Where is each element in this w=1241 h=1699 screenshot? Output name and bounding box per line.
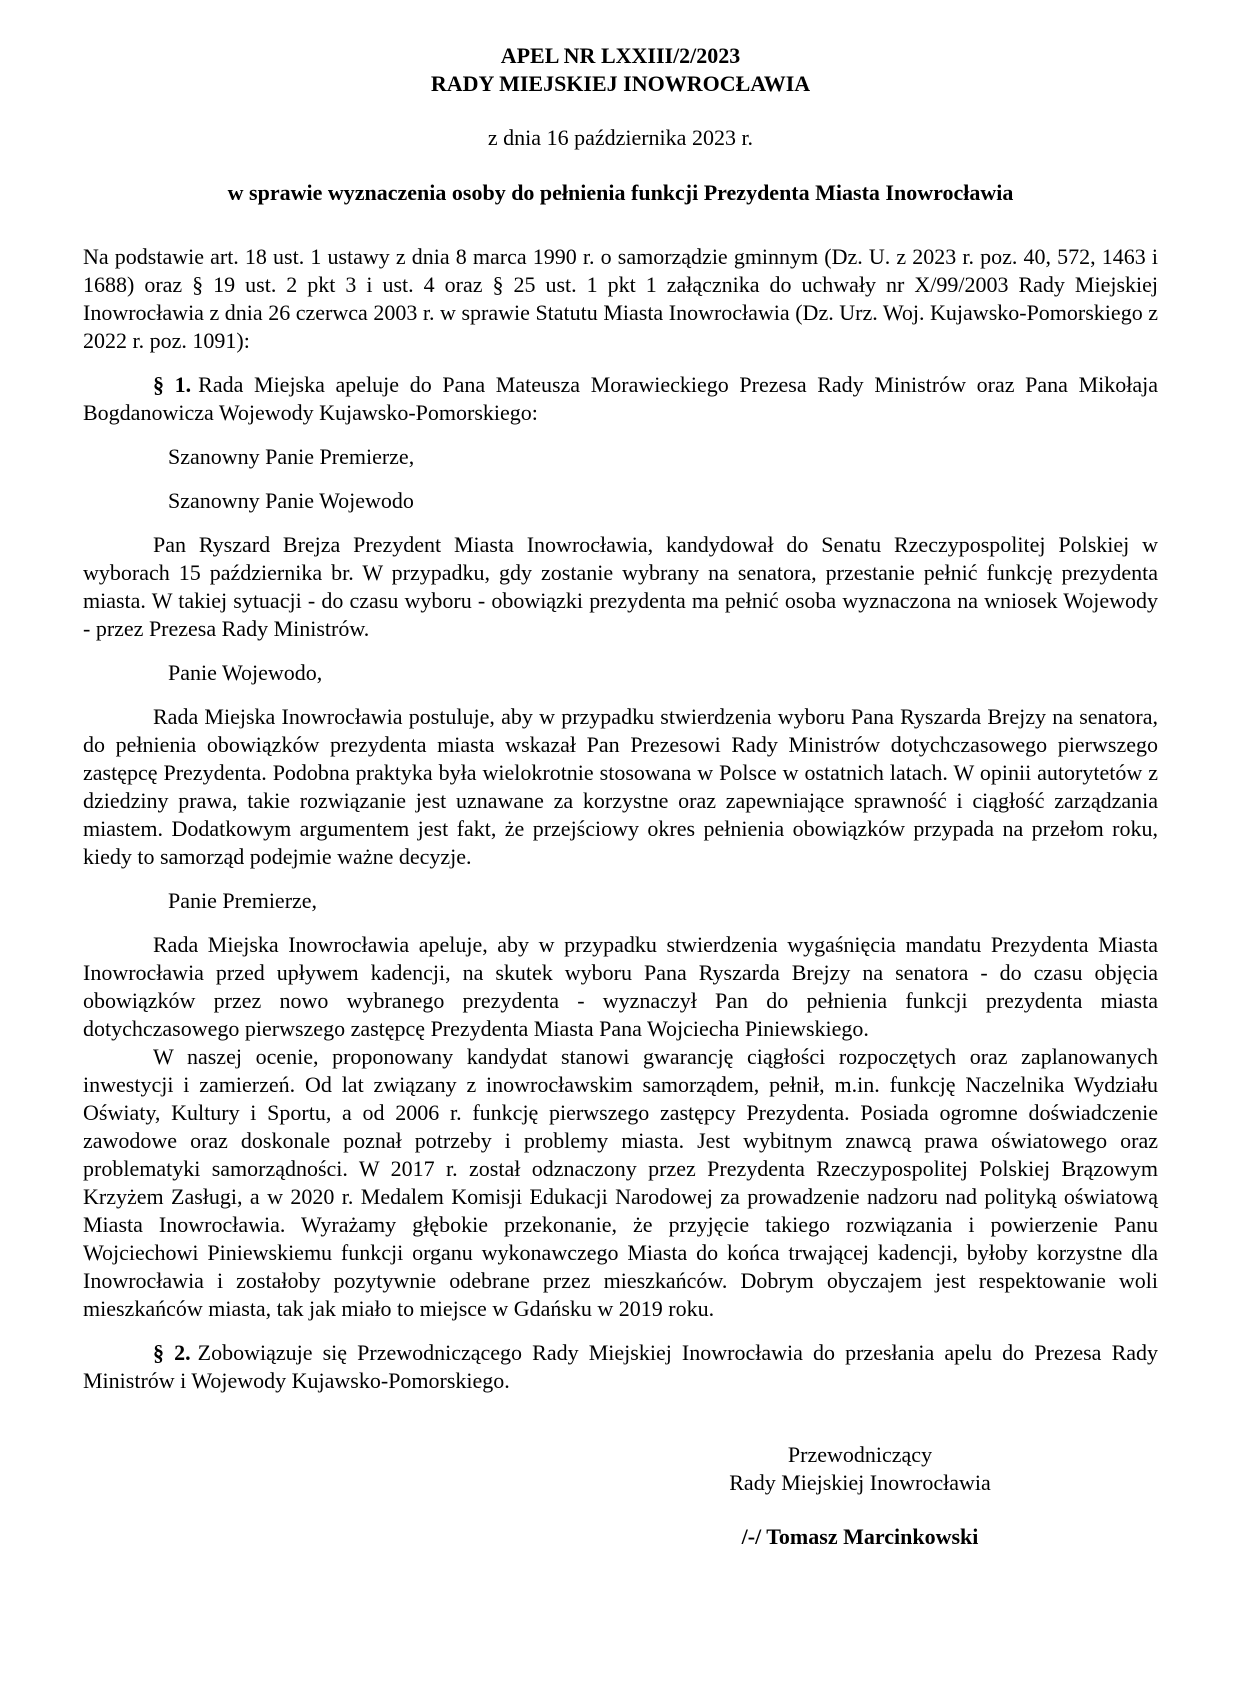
signature-block — [560, 1441, 1160, 1551]
paragraph-postulat: Rada Miejska Inowrocławia postuluje, aby w przypadku stwierdzenia wyboru Pana Ryszarda Brejzy na senatora, do pełnienia obowiązków prezydenta miasta wskazał Pan Prezesowi Rady Ministrów dotychczasowego pierwszego zastępcę Prezydenta. Podobna praktyka była wielokrotnie stosowana w Polsce w ostatnich latach. W opinii autorytetów z dziedziny prawa, takie rozwiązanie jest uznawane za korzystne oraz zapewniające sprawność i ciągłość zarządzania miastem. Dodatkowym argumentem jest fakt, że przejściowy okres pełnienia obowiązków przypada na przełom roku, kiedy to samorząd podejmie ważne decyzje. — [83, 704, 1158, 869]
paragraph-kandydat: W naszej ocenie, proponowany kandydat stanowi gwarancję ciągłości rozpoczętych oraz zaplanowanych inwestycji i zamierzeń. Od lat związany z inowrocławskim samorządem, pełnił, m.in. funkcję Naczelnika Wydziału Oświaty, Kultury i Sportu, a od 2006 r. funkcję pierwszego zastępcy Prezydenta. Posiada ogromne doświadczenie zawodowe oraz doskonale poznał potrzeby i problemy miasta. Jest wybitnym znawcą prawa oświatowego oraz problematyki samorządności. W 2017 r. został odznaczony przez Prezydenta Rzeczypospolitej Polskiej Brązowym Krzyżem Zasługi, a w 2020 r. Medalem Komisji Edukacji Narodowej za prowadzenie nadzoru nad polityką oświatową Miasta Inowrocławia. Wyrażamy głębokie przekonanie, że przyjęcie takiego rozwiązania i powierzenie Panu Wojciechowi Piniewskiemu funkcji organu wykonawczego Miasta do końca trwającej kadencji, byłoby korzystne dla Inowrocławia i zostałoby pozytywnie odebrane przez mieszkańców. Dobrym obyczajem jest respektowanie woli mieszkańców miasta, tak jak miało to miejsce w Gdańsku w 2019 roku. — [83, 1044, 1158, 1321]
section-1-paragraph — [83, 371, 1158, 427]
salutation-premier: Szanowny Panie Premierze, — [168, 444, 415, 469]
section-1-marker: § 1. — [153, 372, 192, 397]
salutation-wojewoda: Szanowny Panie Wojewodo — [168, 488, 414, 513]
legal-basis-paragraph: Na podstawie art. 18 ust. 1 ustawy z dnia 8 marca 1990 r. o samorządzie gminnym (Dz. U. z 2023 r. poz. 40, 572, 1463 i 1688) oraz § 19 ust. 2 pkt 3 i ust. 4 oraz § 25 ust. 1 pkt 1 załącznika do uchwały nr X/99/2003 Rady Miejskiej Inowrocławia z dnia 26 czerwca 2003 r. w sprawie Statutu Miasta Inowrocławia (Dz. Urz. Woj. Kujawsko-Pomorskiego z 2022 r. poz. 1091): — [83, 244, 1158, 353]
document-title-line1: APEL NR LXXIII/2/2023 — [500, 43, 741, 68]
document-date: z dnia 16 października 2023 r. — [487, 125, 754, 150]
section-2-text: Zobowiązuje się Przewodniczącego Rady Miejskiej Inowrocławia do przesłania apelu do Prezesa Rady Ministrów i Wojewody Kujawsko-Pomorskiego. — [83, 1340, 1159, 1393]
section-1-text: Rada Miejska apeluje do Pana Mateusza Morawieckiego Prezesa Rady Ministrów oraz Pana Mikołaja Bogdanowicza Wojewody Kujawsko-Pomorskiego: — [83, 372, 1159, 425]
document-subject: w sprawie wyznaczenia osoby do pełnienia funkcji Prezydenta Miasta Inowrocławia — [227, 180, 1014, 205]
signature-role-line1: Przewodniczący — [787, 1442, 933, 1467]
salutation-premier-2: Panie Premierze, — [168, 888, 318, 913]
paragraph-apel: Rada Miejska Inowrocławia apeluje, aby w przypadku stwierdzenia wygaśnięcia mandatu Prezydenta Miasta Inowrocławia przed upływem kadencji, na skutek wyboru Pana Ryszarda Brejzy na senatora - do czasu objęcia obowiązków przez nowo wybranego prezydenta - wyznaczył Pan do pełnienia funkcji prezydenta miasta dotychczasowego pierwszego zastępcę Prezydenta Miasta Pana Wojciecha Piniewskiego. — [83, 932, 1158, 1041]
section-2-paragraph — [83, 1339, 1158, 1395]
signature-role-line2: Rady Miejskiej Inowrocławia — [729, 1470, 991, 1495]
paragraph-brejza: Pan Ryszard Brejza Prezydent Miasta Inowrocławia, kandydował do Senatu Rzeczypospolitej Polskiej w wyborach 15 października br. W przypadku, gdy zostanie wybrany na senatora, przestanie pełnić funkcję prezydenta miasta. W takiej sytuacji - do czasu wyboru - obowiązki prezydenta ma pełnić osoba wyznaczona na wniosek Wojewody - przez Prezesa Rady Ministrów. — [83, 532, 1158, 641]
document-title-line2: RADY MIEJSKIEJ INOWROCŁAWIA — [430, 71, 811, 96]
section-2-marker: § 2. — [153, 1340, 191, 1365]
signature-name: /-/ Tomasz Marcinkowski — [741, 1524, 979, 1549]
salutation-wojewoda-2: Panie Wojewodo, — [168, 660, 323, 685]
